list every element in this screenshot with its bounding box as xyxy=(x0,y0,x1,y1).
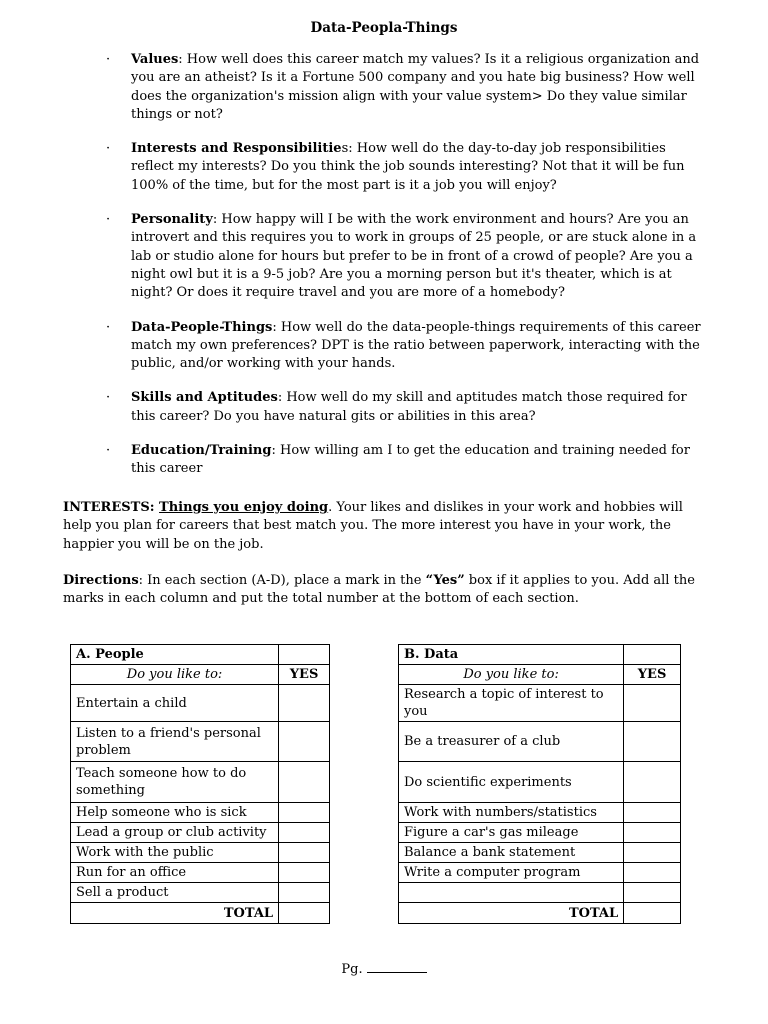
interests-text: . Your likes and dislikes in your work and hobbies will help you plan for careers that best match you. The more interest you have in your work, the happier you will be on the job. xyxy=(63,500,683,552)
criterion-text: : How well does this career match my values? Is it a religious organization and you are an atheist? Is it a Fortune 500 company and you hate big business? How well does the organization's mission align with your value system> Do they value similar things or not? xyxy=(131,52,700,122)
yes-checkbox-cell[interactable] xyxy=(624,762,681,803)
yes-checkbox-cell[interactable] xyxy=(279,722,330,762)
activity-label: Research a topic of interest to you xyxy=(399,685,624,722)
activity-label: Do scientific experiments xyxy=(399,762,624,803)
yes-checkbox-cell[interactable] xyxy=(624,883,681,903)
directions-text-2: box if it applies to you. Add all the marks in each column and put the total number at the bottom of each section. xyxy=(63,573,695,607)
criterion-text: : How well do my skill and aptitudes match those required for this career? Do you have natural gits or abilities in this area? xyxy=(131,390,687,424)
table-row xyxy=(71,863,330,883)
yes-checkbox-cell[interactable] xyxy=(624,685,681,722)
total-label: TOTAL xyxy=(71,903,279,924)
yes-checkbox-cell[interactable] xyxy=(279,843,330,863)
table-row xyxy=(399,762,681,803)
table-row xyxy=(71,685,330,722)
activity-label: Run for an office xyxy=(71,863,279,883)
activity-label: Lead a group or club activity xyxy=(71,823,279,843)
activity-label: Listen to a friend's personal problem xyxy=(71,722,279,762)
list-item xyxy=(106,389,706,426)
activity-label: Write a computer program xyxy=(399,863,624,883)
activity-label: Be a treasurer of a club xyxy=(399,722,624,762)
table-row xyxy=(399,883,681,903)
activity-label: Work with the public xyxy=(71,843,279,863)
activity-label: Balance a bank statement xyxy=(399,843,624,863)
section-a-title: A. People xyxy=(71,645,279,665)
activity-label: Work with numbers/statistics xyxy=(399,803,624,823)
directions-paragraph xyxy=(63,572,708,609)
header-blank-cell xyxy=(279,645,330,665)
activity-label: Entertain a child xyxy=(71,685,279,722)
table-row xyxy=(399,863,681,883)
table-row xyxy=(71,762,330,803)
list-item xyxy=(106,319,706,374)
section-a-subheader: Do you like to: xyxy=(71,665,279,685)
page-number-label: Pg. xyxy=(341,962,363,977)
table-row xyxy=(71,722,330,762)
table-row xyxy=(399,823,681,843)
yes-checkbox-cell[interactable] xyxy=(624,722,681,762)
list-item xyxy=(106,140,706,195)
criterion-text: s: How well do the day-to-day job responsibilities reflect my interests? Do you think the job sounds interesting? Not that it will be fun 100% of the time, but for the most part is it a job you will enjoy? xyxy=(131,141,685,193)
criterion-heading: Personality xyxy=(131,212,213,228)
table-row xyxy=(71,843,330,863)
section-a-table xyxy=(70,644,330,924)
header-blank-cell xyxy=(624,645,681,665)
table-row xyxy=(71,823,330,843)
yes-checkbox-cell[interactable] xyxy=(624,803,681,823)
criteria-list xyxy=(106,51,706,479)
criterion-heading: Education/Training xyxy=(131,443,272,459)
interests-paragraph xyxy=(63,499,708,554)
section-b-title: B. Data xyxy=(399,645,624,665)
section-b-subheader: Do you like to: xyxy=(399,665,624,685)
table-row xyxy=(399,803,681,823)
activity-label: Figure a car's gas mileage xyxy=(399,823,624,843)
bullet-marker: · xyxy=(106,319,111,335)
criterion-text: : How willing am I to get the education and training needed for this career xyxy=(131,443,690,477)
yes-checkbox-cell[interactable] xyxy=(279,863,330,883)
page-title: Data-Peopla-Things xyxy=(310,20,458,36)
yes-checkbox-cell[interactable] xyxy=(279,883,330,903)
bullet-marker: · xyxy=(106,52,111,67)
bullet-marker: · xyxy=(106,390,111,406)
bullet-marker: · xyxy=(106,212,111,228)
table-row xyxy=(71,883,330,903)
list-item xyxy=(106,211,706,302)
table-row xyxy=(399,685,681,722)
yes-checkbox-cell[interactable] xyxy=(279,685,330,722)
section-b-table xyxy=(398,644,681,924)
bullet-marker: · xyxy=(106,141,111,157)
page-number-blank[interactable] xyxy=(367,960,427,973)
table-row xyxy=(71,803,330,823)
activity-label xyxy=(399,883,624,903)
yes-checkbox-cell[interactable] xyxy=(624,863,681,883)
table-row xyxy=(399,722,681,762)
table-row xyxy=(399,843,681,863)
criterion-heading: Interests and Responsibilitie xyxy=(131,141,342,157)
criterion-text: : How well do the data-people-things requirements of this career match my own preferences? DPT is the ratio between paperwork, interacting with the public, and/or working with your hands. xyxy=(131,319,701,372)
activity-label: Sell a product xyxy=(71,883,279,903)
activity-label: Teach someone how to do something xyxy=(71,762,279,803)
yes-checkbox-cell[interactable] xyxy=(279,823,330,843)
interests-label: INTERESTS: xyxy=(63,500,160,515)
bullet-marker: · xyxy=(106,443,111,459)
page-number-footer xyxy=(0,960,768,977)
criterion-heading: Values xyxy=(131,52,179,67)
list-item xyxy=(106,442,706,479)
yes-checkbox-cell[interactable] xyxy=(279,762,330,803)
total-input-cell[interactable] xyxy=(624,903,681,924)
criterion-text: : How happy will I be with the work environment and hours? Are you an introvert and this requires you to work in groups of 25 people, or are stuck alone in a lab or studio alone for hours but prefer to be in front of a crowd of people? Are you a night owl but it is a 9-5 job? Are you a morning person but it's theater, which is at night? Or does it require travel and you are more of a homebody? xyxy=(131,212,697,301)
yes-checkbox-cell[interactable] xyxy=(624,823,681,843)
interests-underlined: Things you enjoy doing xyxy=(159,500,329,515)
activity-label: Help someone who is sick xyxy=(71,803,279,823)
yes-checkbox-cell[interactable] xyxy=(624,843,681,863)
criterion-heading: Data-People-Things xyxy=(131,319,273,335)
list-item xyxy=(106,51,706,124)
criterion-heading: Skills and Aptitudes xyxy=(131,390,278,406)
yes-column-header: YES xyxy=(624,665,681,685)
directions-label: Directions xyxy=(63,573,139,588)
yes-checkbox-cell[interactable] xyxy=(279,803,330,823)
total-label: TOTAL xyxy=(399,903,624,924)
yes-column-header: YES xyxy=(279,665,330,685)
directions-yes-word: “Yes” xyxy=(425,573,465,588)
total-input-cell[interactable] xyxy=(279,903,330,924)
directions-text-1: : In each section (A-D), place a mark in the xyxy=(138,573,426,588)
